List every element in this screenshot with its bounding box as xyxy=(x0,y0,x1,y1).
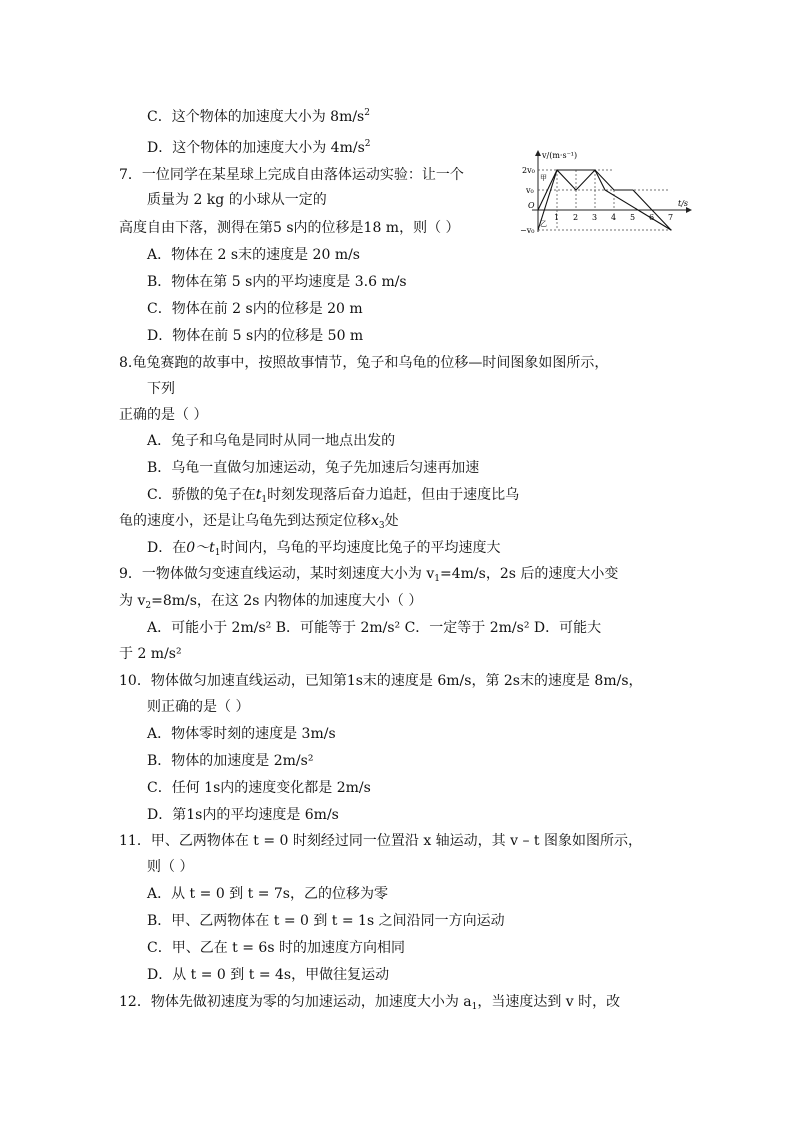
q6-option-c: C．这个物体的加速度大小为 $8m/s^2$ xyxy=(147,108,370,125)
q11-option-a: A．从 t = 0 到 t = 7s，乙的位移为零 xyxy=(147,886,388,902)
q8-option-a: A．兔子和乌龟是同时从同一地点出发的 xyxy=(147,433,396,449)
q9-stem-line2: 为 $v_2=8m/s$，在这 2s 内物体的加速度大小（ ） xyxy=(119,593,423,611)
x-axis-label: t/s xyxy=(678,199,689,208)
q8-option-c-line1: C．骄傲的兔子在$t_1$时刻发现落后奋力追赶，但由于速度比乌 xyxy=(147,487,520,505)
q8-option-b: B．乌龟一直做匀加速运动，兔子先加速后匀速再加速 xyxy=(147,460,480,476)
q12-stem-line1: 12．物体先做初速度为零的匀加速运动，加速度大小为 $a_1$，当速度达到 v 时，改 xyxy=(119,994,621,1012)
q9-options: A．可能小于 2m/s² B．可能等于 2m/s² C．一定等于 2m/s² D．可能大 xyxy=(147,620,602,636)
q11-option-d: D．从 t = 0 到 t = 4s，甲做往复运动 xyxy=(147,967,390,983)
series-yi-label: 乙 xyxy=(540,220,547,228)
y-tick-neg-v0: −v₀ xyxy=(520,226,535,235)
y-tick-v0: v₀ xyxy=(526,186,534,195)
q10-option-d: D．第1s内的平均速度是 6m/s xyxy=(147,807,339,823)
y-axis-label: v/(m·s⁻¹) xyxy=(542,151,578,160)
q11-option-c: C．甲、乙在 t = 6s 时的加速度方向相同 xyxy=(147,940,405,956)
q11-option-b: B．甲、乙两物体在 t = 0 到 t = 1s 之间沿同一方向运动 xyxy=(147,913,505,929)
q10-stem-line2: 则正确的是（ ） xyxy=(147,699,250,715)
y-axis-arrow xyxy=(535,150,541,156)
origin-label: O xyxy=(528,201,535,210)
x-tick-5: 5 xyxy=(630,213,636,222)
q8-stem-line3: 正确的是（ ） xyxy=(119,407,208,423)
q7-stem-line2: 质量为 2 kg 的小球从一定的 xyxy=(147,192,327,208)
q10-option-b: B．物体的加速度是 2m/s² xyxy=(147,753,314,769)
x-tick-2: 2 xyxy=(573,213,579,222)
q7-option-d: D．物体在前 5 s内的位移是 50 m xyxy=(147,328,364,344)
y-tick-2v0: 2v₀ xyxy=(522,166,535,175)
series-jia-label: 甲 xyxy=(540,174,547,182)
q10-stem-line1: 10．物体做匀加速直线运动，已知第1s末的速度是 6m/s，第 2s末的速度是 8m/s， xyxy=(119,673,643,689)
q7-option-a: A．物体在 2 s末的速度是 20 m/s xyxy=(147,247,360,263)
q8-option-c-line2: 龟的速度小，还是让乌龟先到达预定位移$x_3$处 xyxy=(119,513,399,531)
q11-stem-line1: 11．甲、乙两物体在 t = 0 时刻经过同一位置沿 x 轴运动，其 v – t 图象如图所示， xyxy=(119,833,643,849)
vt-graph-svg xyxy=(518,148,694,236)
q8-option-d: D．在$0\sim t_1$时间内，乌龟的平均速度比兔子的平均速度大 xyxy=(147,540,501,558)
x-tick-1: 1 xyxy=(554,213,560,222)
x-tick-7: 7 xyxy=(668,213,674,222)
q6-option-d: D．这个物体的加速度大小为 $4m/s^2$ xyxy=(147,139,371,156)
q9-options-cont: 于 2 m/s² xyxy=(119,646,182,662)
q8-stem-line1: 8.龟兔赛跑的故事中，按照故事情节，兔子和乌龟的位移—时间图象如图所示， xyxy=(119,355,609,371)
vt-graph-figure xyxy=(518,148,694,236)
q7-stem-line3: 高度自由下落，测得在第5 s内的位移是18 m，则（ ） xyxy=(119,220,460,236)
x-tick-3: 3 xyxy=(592,213,598,222)
q7-option-b: B．物体在第 5 s内的平均速度是 3.6 m/s xyxy=(147,274,407,290)
q9-stem-line1: 9．一物体做匀变速直线运动，某时刻速度大小为 $v_1=4m/s$，2s 后的速度大小变 xyxy=(119,566,619,584)
q7-option-c: C．物体在前 2 s内的位移是 20 m xyxy=(147,301,363,317)
q10-option-a: A．物体零时刻的速度是 3m/s xyxy=(147,726,336,742)
x-tick-4: 4 xyxy=(611,213,617,222)
q7-stem-line1: 7．一位同学在某星球上完成自由落体运动实验：让一个 xyxy=(119,167,464,183)
q10-option-c: C．任何 1s内的速度变化都是 2m/s xyxy=(147,780,371,796)
q11-stem-line2: 则（ ） xyxy=(147,859,194,875)
q8-stem-line2: 下列 xyxy=(147,381,175,397)
x-tick-6: 6 xyxy=(649,213,655,222)
